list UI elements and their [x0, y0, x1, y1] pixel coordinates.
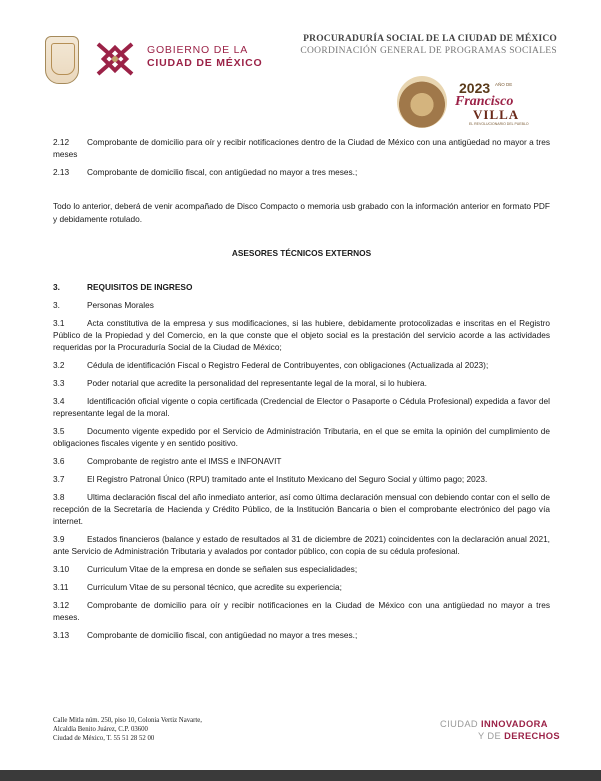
- item-text: Identificación oficial vigente o copia certificada (Credencial de Elector o Pasaporte o Cédula Profesional) expedida a favor del representante legal de la moral.: [53, 395, 550, 419]
- slogan-part-1: CIUDAD: [440, 719, 482, 729]
- list-item: [53, 395, 550, 420]
- item-text: Comprobante de domicilio fiscal, con antigüedad no mayor a tres meses.;: [87, 167, 358, 178]
- address-line-2: Alcaldía Benito Juárez, C.P. 03600: [53, 726, 148, 734]
- cdmx-seal-icon: [45, 36, 79, 84]
- requirements-heading: [53, 281, 550, 293]
- item-text: Acta constitutiva de la empresa y sus modificaciones, si las hubiere, debidamente protocolizadas e inscritas en el Registro Público de la Propiedad y del Comercio, en la que conste que el objeto social es la prestación del servicio acorde a las actividades requeridas por la Procuraduría Social de la Ciudad de México;: [53, 317, 550, 353]
- list-item: [53, 377, 550, 389]
- slogan-part-4: DERECHOS: [504, 730, 561, 741]
- villa-portrait-icon: [397, 76, 447, 128]
- item-text: Comprobante de domicilio para oír y recibir notificaciones dentro de la Ciudad de México con una antigüedad no mayor a tres meses: [53, 137, 550, 160]
- cdmx-logo-icon: [90, 38, 140, 80]
- villa-name-last: VILLA: [473, 107, 520, 122]
- address-line-3: Ciudad de México, T. 55 51 28 52 00: [53, 735, 155, 743]
- item-text: Curriculum Vitae de la empresa en donde se señalen sus especialidades;: [87, 564, 358, 575]
- item-number: 3.2: [53, 360, 65, 371]
- item-text: Ultima declaración fiscal del año inmediato anterior, así como última declaración mensual con debiendo contar con el sello de recepción de la Secretaría de Hacienda y Crédito Público, de la Institución Bancaria o bien el comprobante electrónico del pago vía internet.: [53, 491, 550, 527]
- item-number: 3.13: [53, 629, 70, 640]
- gov-line-1: GOBIERNO DE LA: [147, 44, 249, 56]
- list-item: [53, 581, 550, 593]
- item-text: Comprobante de registro ante el IMSS e INFONAVIT: [87, 456, 282, 467]
- institution-name: PROCURADURÍA SOCIAL DE LA CIUDAD DE MÉXICO: [303, 34, 557, 44]
- list-item: [53, 317, 550, 354]
- government-name: [147, 44, 262, 70]
- item-number: 3.4: [53, 395, 65, 406]
- requirements-list: [53, 317, 550, 641]
- list-item: [53, 166, 550, 178]
- requirements-num: 3.: [53, 282, 60, 293]
- list-item: [53, 455, 550, 467]
- list-item: [53, 473, 550, 485]
- item-number: 2.12: [53, 137, 70, 147]
- list-item: [53, 425, 550, 450]
- item-text: Estados financieros (balance y estado de resultados al 31 de diciembre de 2021) coincidentes con la declaración anual 2021, ante Servicio de Administración Tributaria y avalados por contador público, con copia de su cédula profesional.: [53, 534, 550, 557]
- list-item: [53, 491, 550, 528]
- requirements-title: REQUISITOS DE INGRESO: [87, 282, 193, 293]
- note-paragraph: Todo lo anterior, deberá de venir acompañado de Disco Compacto o memoria usb grabado con la información anterior en formato PDF y debidamente rotulado.: [53, 201, 550, 224]
- document-body: [53, 136, 550, 641]
- item-number: 3.12: [53, 599, 70, 610]
- villa-name-first: Francisco: [455, 94, 514, 109]
- list-item: [53, 599, 550, 624]
- francisco-villa-2023-logo: [397, 72, 547, 132]
- bottom-bar: [0, 770, 601, 781]
- subheading-text: Personas Morales: [87, 300, 154, 311]
- list-item: [53, 629, 550, 641]
- footer-address: [53, 716, 202, 744]
- slogan-part-2: INNOVADORA: [481, 719, 548, 729]
- item-text: Comprobante de domicilio fiscal, con antigüedad no mayor a tres meses.;: [87, 629, 358, 640]
- villa-small-text: AÑO DE: [495, 82, 513, 87]
- item-number: 3.6: [53, 456, 65, 467]
- item-number: 3.11: [53, 581, 69, 592]
- section-title: ASESORES TÉCNICOS EXTERNOS: [231, 247, 372, 258]
- item-text: Comprobante de domicilio para oír y recibir notificaciones en la Ciudad de México con una antigüedad no mayor a tres meses.: [53, 599, 550, 623]
- item-text: Curriculum Vitae de su personal técnico, que acredite su experiencia;: [87, 581, 342, 592]
- item-number: 3.3: [53, 378, 65, 389]
- villa-year: 2023: [459, 80, 491, 96]
- list-item: [53, 136, 550, 161]
- list-item: [53, 533, 550, 558]
- villa-tagline: EL REVOLUCIONARIO DEL PUEBLO: [469, 122, 529, 126]
- item-number: 3.8: [53, 491, 65, 502]
- footer-slogan: [440, 719, 560, 742]
- address-line-1: Calle Mitla núm. 250, piso 10, Colonia Vertiz Navarte,: [53, 717, 203, 724]
- item-number: 3.1: [53, 317, 65, 328]
- items-top-list: [53, 136, 550, 178]
- item-number: 3.5: [53, 425, 65, 436]
- item-text: Cédula de identificación Fiscal o Registro Federal de Contribuyentes, con obligaciones (Actualizada al 2023);: [87, 360, 489, 371]
- item-number: 2.13: [53, 167, 70, 178]
- item-text: Documento vigente expedido por el Servicio de Administración Tributaria, en el que se emita la opinión del cumplimiento de obligaciones fiscales vigente y en sentido positivo.: [53, 425, 550, 449]
- item-text: Poder notarial que acredite la personalidad del representante legal de la moral, si lo hubiera.: [87, 378, 427, 389]
- item-number: 3.10: [53, 564, 70, 575]
- item-number: 3.9: [53, 534, 65, 545]
- coordination-name: COORDINACIÓN GENERAL DE PROGRAMAS SOCIALES: [300, 46, 557, 56]
- gov-line-2: CIUDAD DE MÉXICO: [147, 57, 263, 69]
- subheading: [53, 299, 550, 311]
- institution-header: [300, 33, 557, 57]
- slogan-part-3: Y DE: [478, 730, 505, 741]
- subheading-num: 3.: [53, 300, 60, 311]
- list-item: [53, 563, 550, 575]
- item-number: 3.7: [53, 473, 65, 484]
- item-text: El Registro Patronal Único (RPU) tramitado ante el Instituto Mexicano del Seguro Social y último pago; 2023.: [87, 473, 488, 484]
- list-item: [53, 359, 550, 371]
